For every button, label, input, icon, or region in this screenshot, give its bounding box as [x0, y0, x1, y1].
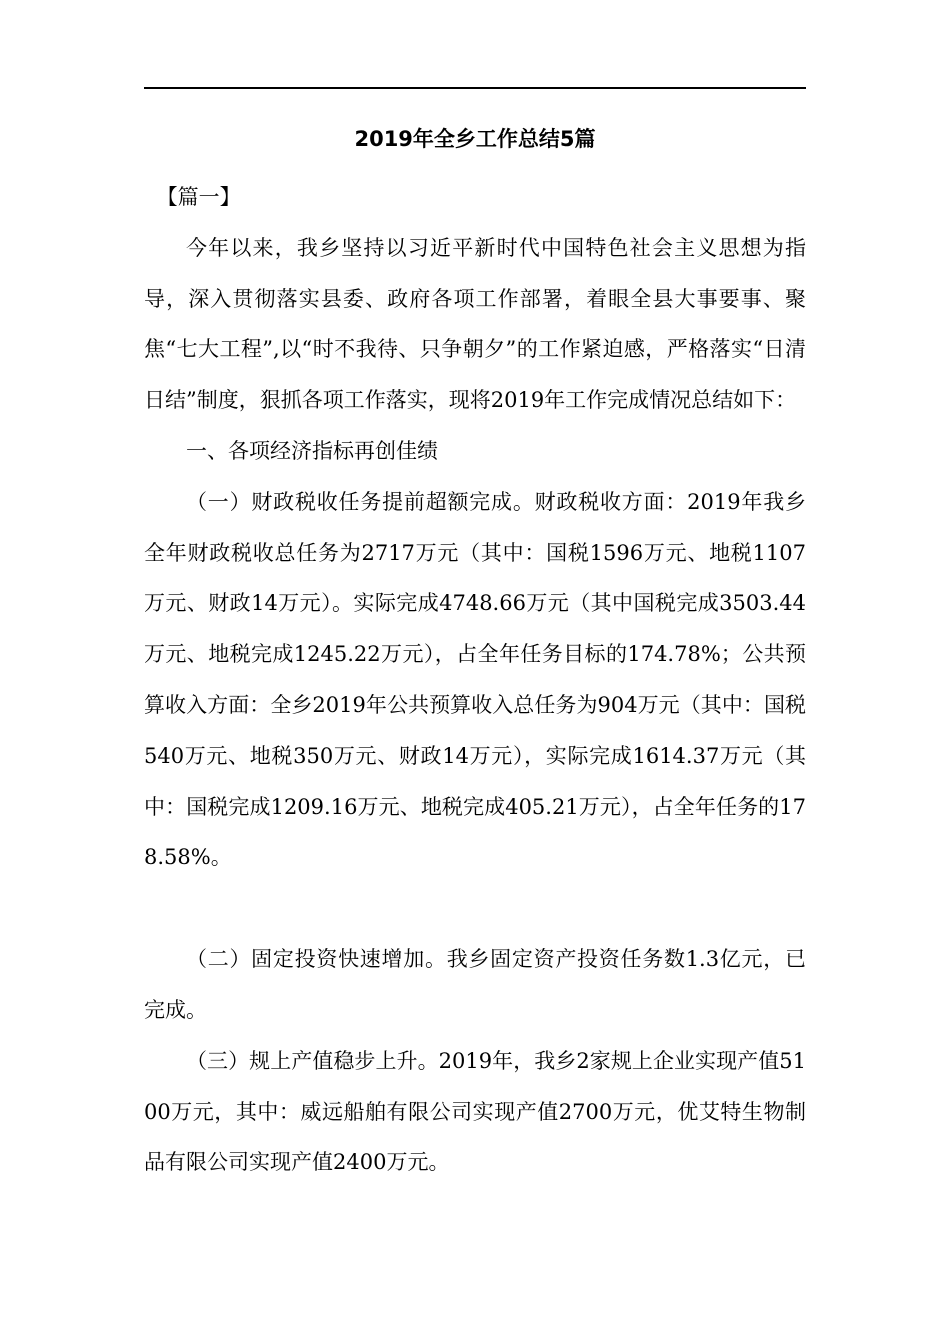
section-label: 【篇一】: [156, 185, 241, 209]
paragraph-intro: 今年以来，我乡坚持以习近平新时代中国特色社会主义思想为指导，深入贯彻落实县委、政府各项工作部署，着眼全县大事要事、聚焦“七大工程”,以“时不我待、只争朝夕”的工作紧迫感，严格落实“日清日结”制度，狠抓各项工作落实，现将2019年工作完成情况总结如下：: [144, 235, 806, 413]
heading-economic-indicators: 一、各项经济指标再创佳绩: [186, 438, 438, 463]
document-body: [144, 172, 806, 1188]
document-title: 2019年全乡工作总结5篇: [354, 127, 596, 151]
header-rule: [144, 87, 806, 89]
paragraph-fixed-investment: （二）固定投资快速增加。我乡固定资产投资任务数1.3亿元，已完成。: [144, 947, 806, 1022]
paragraph-fiscal-tax: （一）财政税收任务提前超额完成。财政税收方面：2019年我乡全年财政税收总任务为2717万元（其中：国税1596万元、地税1107万元、财政14万元）。实际完成4748.66万元（其中国税完成3503.44万元、地税完成1245.22万元），占全年任务目标的174.78%；公共预算收入方面：全乡2019年公共预算收入总任务为904万元（其中：国税540万元、地税350万元、财政14万元），实际完成1614.37万元（其中：国税完成1209.16万元、地税完成405.21万元），占全年任务的178.58%。: [144, 489, 806, 870]
paragraph-industrial-output: （三）规上产值稳步上升。2019年，我乡2家规上企业实现产值5100万元，其中：威远船舶有限公司实现产值2700万元，优艾特生物制品有限公司实现产值2400万元。: [144, 1048, 806, 1175]
paragraph-gap: [144, 883, 806, 934]
